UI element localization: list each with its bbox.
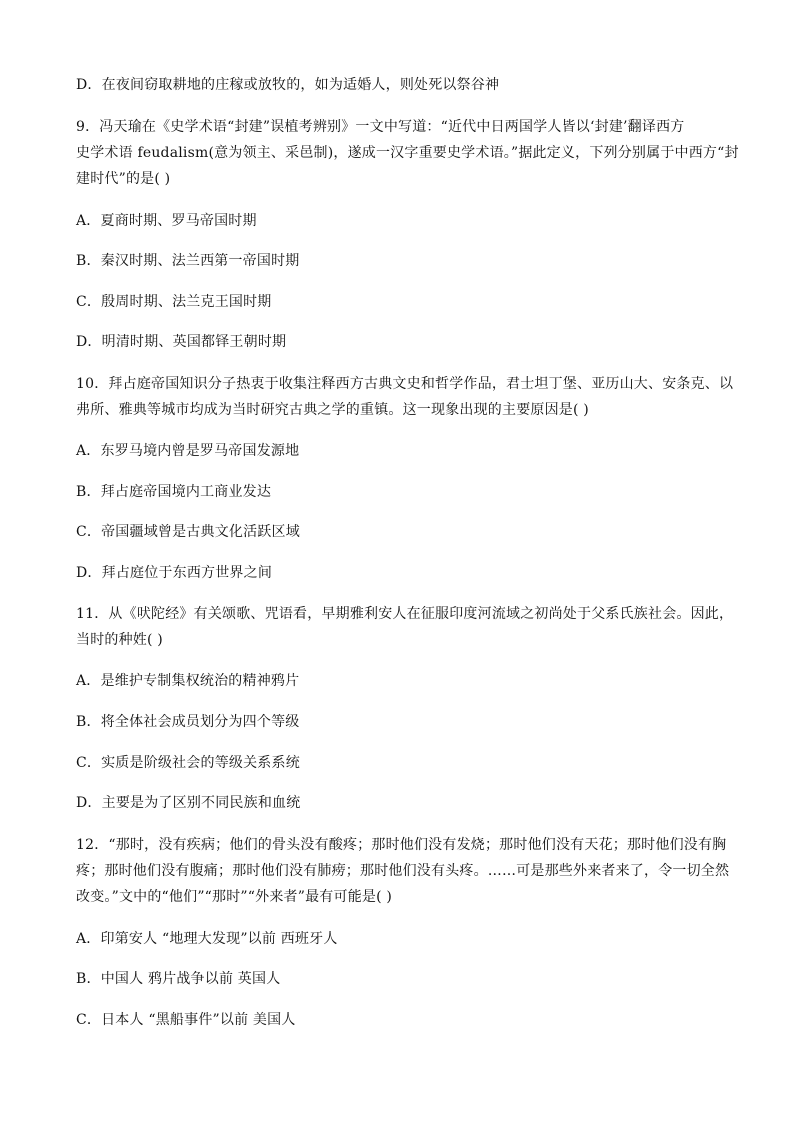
- q12-option-a: A．印第安人 “地理大发现”以前 西班牙人: [76, 931, 338, 947]
- q10-stem-line-2: 弗所、雅典等城市均成为当时研究古典之学的重镇。这一现象出现的主要原因是( ): [76, 402, 589, 418]
- q12-stem-line-1: 12．“那时，没有疾病；他们的骨头没有酸疼；那时他们没有发烧；那时他们没有天花；那时他们没有胸: [76, 837, 727, 853]
- q12-option-b: B．中国人 鸦片战争以前 英国人: [76, 971, 281, 987]
- q9-option-d: D．明清时期、英国都铎王朝时期: [76, 334, 287, 350]
- q9-option-c: C．殷周时期、法兰克王国时期: [76, 294, 272, 310]
- q9-option-b: B．秦汉时期、法兰西第一帝国时期: [76, 253, 300, 269]
- q8-option-d: D．在夜间窃取耕地的庄稼或放牧的，如为适婚人，则处死以祭谷神: [76, 77, 500, 93]
- q10-option-c: C．帝国疆域曾是古典文化活跃区域: [76, 524, 300, 540]
- q9-stem-line-3: 建时代”的是( ): [76, 171, 171, 187]
- q10-option-a: A．东罗马境内曾是罗马帝国发源地: [76, 443, 300, 459]
- q12-stem-line-3: 改变。”文中的“他们”“那时”“外来者”最有可能是( ): [76, 889, 393, 905]
- q9-stem-line-2: 史学术语 feudalism(意为领主、采邑制)，遂成一汉字重要史学术语。”据此定义，下列分别属于中西方“封: [76, 145, 739, 161]
- q9-stem-line-1: 9．冯天瑜在《史学术语“封建”误植考辨别》一文中写道：“近代中日两国学人皆以‘封建’翻译西方: [76, 119, 685, 135]
- q12-option-c: C．日本人 “黑船事件”以前 美国人: [76, 1012, 296, 1028]
- q11-option-a: A．是维护专制集权统治的精神鸦片: [76, 673, 300, 689]
- q12-stem-line-2: 疼；那时他们没有腹痛；那时他们没有肺痨；那时他们没有头疼。……可是那些外来者来了，令一切全然: [76, 863, 730, 879]
- q11-option-d: D．主要是为了区别不同民族和血统: [76, 795, 301, 811]
- q11-option-c: C．实质是阶级社会的等级关系系统: [76, 755, 300, 771]
- q11-stem-line-1: 11．从《吠陀经》有关颂歌、咒语看，早期雅利安人在征服印度河流域之初尚处于父系氏族社会。因此，: [76, 606, 734, 622]
- q10-option-b: B．拜占庭帝国境内工商业发达: [76, 484, 272, 500]
- q11-stem-line-2: 当时的种姓( ): [76, 632, 163, 648]
- q10-stem-line-1: 10．拜占庭帝国知识分子热衷于收集注释西方古典文史和哲学作品，君士坦丁堡、亚历山大、安条克、以: [76, 376, 734, 392]
- q10-option-d: D．拜占庭位于东西方世界之间: [76, 565, 273, 581]
- q11-option-b: B．将全体社会成员划分为四个等级: [76, 714, 300, 730]
- q9-option-a: A．夏商时期、罗马帝国时期: [76, 213, 257, 229]
